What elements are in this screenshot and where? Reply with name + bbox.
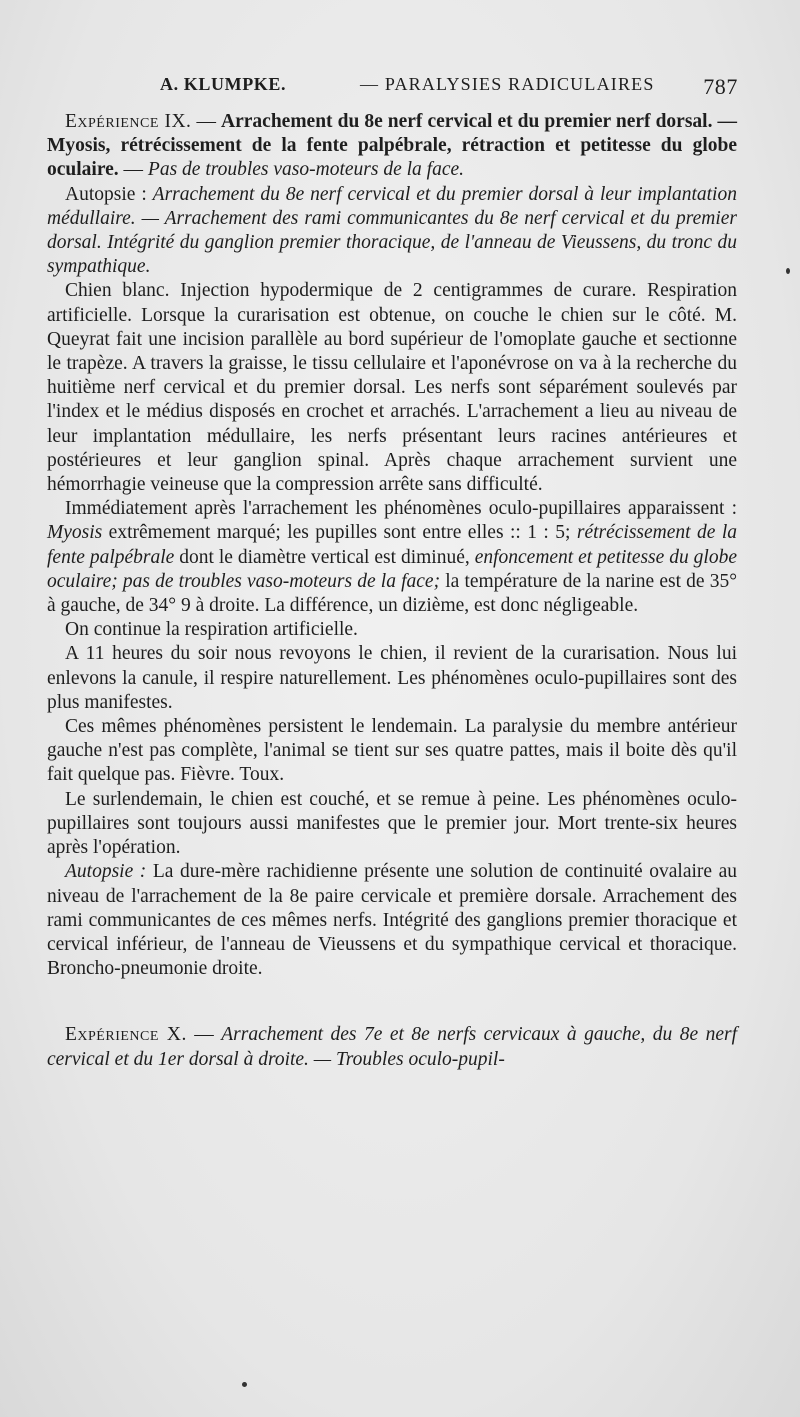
paragraph-evening: A 11 heures du soir nous revoyons le chien, il revient de la curarisation. Nous lui enlevons la canule, il respire naturellement. Les phénomènes oculo-pupillaires sont des plus manifestes.	[47, 643, 737, 713]
phenomena-myosis: Myosis	[47, 522, 103, 544]
experiment-10-separator: —	[186, 1024, 222, 1046]
experiment-9-subtitle: Pas de troubles vaso-moteurs de la face.	[147, 159, 465, 181]
autopsy-summary-label: Autopsie :	[65, 183, 153, 205]
phenomena-globe: enfoncement et petitesse du globe oculaire; pas de troubles vaso-moteurs de la face;	[47, 546, 737, 592]
paragraph-respiration: On continue la respiration artificielle.	[65, 619, 358, 641]
header-title: — PARALYSIES RADICULAIRES	[360, 74, 655, 94]
phenomena-fente: rétrécissement de la fente palpébrale	[47, 522, 738, 568]
experiment-10-heading	[47, 1023, 737, 1071]
experiment-9-separator: —	[191, 111, 222, 132]
autopsy-label: Autopsie :	[65, 861, 147, 883]
page-body	[47, 110, 737, 1072]
phenomena-temperature: la température de la narine est de 35° à gauche, de 34° 9 à droite. La différence, un dizième, est donc négligeable.	[47, 570, 737, 617]
autopsy-text: La dure-mère rachidienne présente une solution de continuité ovalaire au niveau de l'arrachement de la 8e paire cervicale et première dorsale. Arrachement des rami communicantes de ces mêmes nerfs. Intégrité des ganglions premier thoracique et cervical inférieur, de l'anneau de Vieussens et du sympathique cervical et thoracique. Broncho-pneumonie droite.	[47, 861, 737, 980]
paragraph-procedure: Chien blanc. Injection hypodermique de 2 centigrammes de curare. Respiration artificielle. Lorsque la curarisation est obtenue, on couche le chien sur le côté. M. Queyrat fait une incision parallèle au bord supérieur de l'omoplate gauche et sectionne le trapèze. A travers la graisse, le tissu cellulaire et l'aponévrose on va à la recherche du huitième nerf cervical et du premier dorsal. Les nerfs sont séparément soulevés par l'index et le médius disposés en crochet et arrachés. L'arrachement a lieu au niveau de leur implantation médullaire, les nerfs présentant leurs racines antérieures et postérieures et leur ganglion spinal. Après chaque arrachement survient une hémorrhagie veineuse que la compression arrête sans difficulté.	[47, 280, 737, 496]
ink-speck	[786, 268, 790, 274]
phenomena-pupils: extrêmement marqué; les pupilles sont entre elles :: 1 : 5;	[102, 522, 577, 544]
experiment-9-title: Arrachement du 8e nerf cervical et du premier nerf dorsal. — Myosis, rétrécissement de la fente palpébrale, rétraction et petitesse du globe oculaire.	[47, 111, 737, 181]
experiment-9-label: Expérience IX.	[65, 111, 192, 132]
paragraph-phenomena	[47, 497, 737, 618]
paragraph-day-after: Le surlendemain, le chien est couché, et se remue à peine. Les phénomènes oculo-pupillaires sont toujours aussi manifestes que le premier jour. Mort trente-six heures après l'opération.	[47, 788, 737, 859]
section-gap	[47, 981, 737, 1023]
ink-speck	[242, 1382, 247, 1387]
autopsy-summary-text: Arrachement du 8e nerf cervical et du premier dorsal à leur implantation médullaire. — Arrachement des rami communicantes du 8e nerf cervical et du premier dorsal. Intégrité du ganglion premier thoracique, de l'anneau de Vieussens, du tronc du sympathique.	[47, 183, 737, 278]
running-header	[160, 74, 738, 104]
page-number: 787	[703, 74, 738, 99]
experiment-9-title-separator: —	[118, 159, 148, 181]
experiment-10-title: Arrachement des 7e et 8e nerfs cervicaux à gauche, du 8e nerf cervical et du 1er dorsal à droite. — Troubles oculo-pupil-	[47, 1024, 737, 1070]
paragraph-next-day: Ces mêmes phénomènes persistent le lendemain. La paralysie du membre antérieur gauche n'est pas complète, l'animal se tient sur ses quatre pattes, mais il boite dès qu'il fait quelque pas. Fièvre. Toux.	[47, 716, 737, 786]
header-author: A. KLUMPKE.	[160, 74, 287, 94]
paragraph-autopsy	[47, 860, 737, 981]
experiment-9-heading	[47, 110, 737, 183]
phenomena-intro: Immédiatement après l'arrachement les phénomènes oculo-pupillaires apparaissent :	[65, 498, 737, 520]
phenomena-diameter: dont le diamètre vertical est diminué,	[174, 546, 475, 568]
experiment-9-autopsy-summary	[47, 183, 737, 280]
experiment-10-label: Expérience X.	[65, 1024, 187, 1046]
